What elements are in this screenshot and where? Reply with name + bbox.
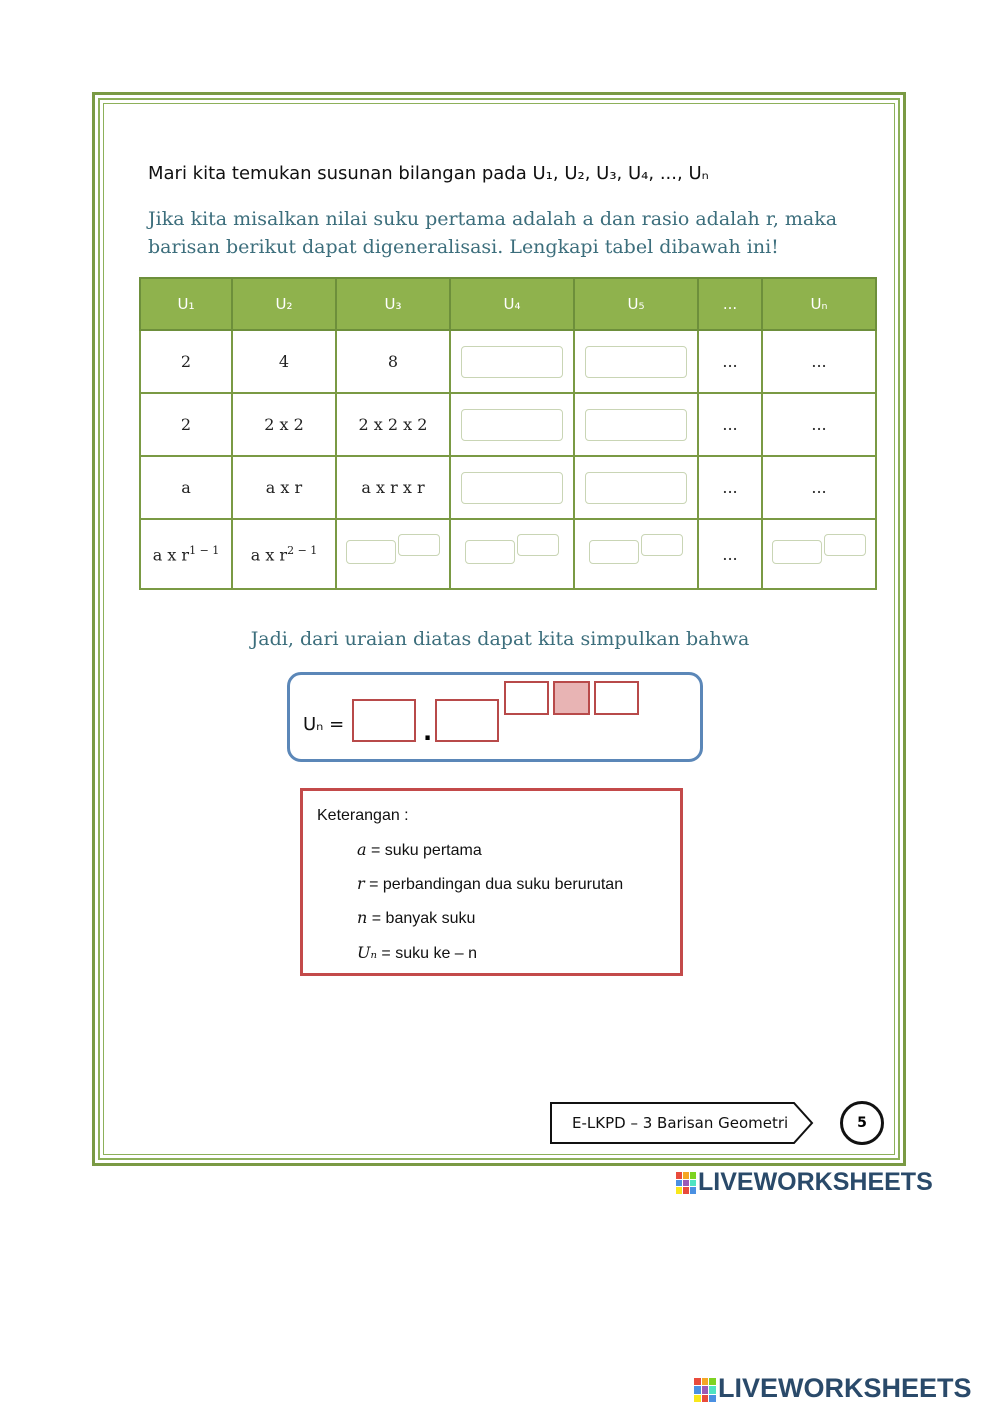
- cell: ...: [698, 456, 762, 519]
- cell: ...: [762, 330, 876, 393]
- cell: 2 x 2 x 2: [336, 393, 450, 456]
- cell: [450, 330, 574, 393]
- footer-label: E-LKPD – 3 Barisan Geometri: [572, 1114, 789, 1132]
- intro-line: Mari kita temukan susunan bilangan pada U₁, U₂, U₃, U₄, ..., Uₙ: [148, 163, 709, 184]
- cell: [574, 456, 698, 519]
- answer-input-r3-u5[interactable]: [585, 472, 687, 504]
- cell: 2 x 2: [232, 393, 336, 456]
- exponent-input-un[interactable]: [824, 534, 866, 556]
- cell: ...: [698, 393, 762, 456]
- answer-input-r3-u4[interactable]: [461, 472, 563, 504]
- header-un: Uₙ: [762, 278, 876, 330]
- formula-exponent-input-1[interactable]: [504, 681, 549, 715]
- header-u3: U₃: [336, 278, 450, 330]
- cell: [450, 519, 574, 589]
- page-number: 5: [840, 1101, 884, 1145]
- cell: [762, 519, 876, 589]
- table-header-row: [140, 278, 876, 330]
- cell: [450, 456, 574, 519]
- cell: a x r x r: [336, 456, 450, 519]
- liveworksheets-logo-icon: [694, 1378, 716, 1402]
- multiply-dot: .: [423, 718, 433, 746]
- footer-label-shape: [550, 1102, 814, 1144]
- header-u5: U₅: [574, 278, 698, 330]
- table-row: [140, 519, 876, 589]
- cell: a x $r^{2 - 1}$: [232, 519, 336, 589]
- cell: ...: [698, 519, 762, 589]
- sequence-table: [139, 277, 877, 590]
- legend-item: a = suku pertama: [357, 840, 482, 859]
- liveworksheets-logo-icon: [676, 1172, 696, 1194]
- brand-wordmark: LIVEWORKSHEETS: [698, 1168, 933, 1196]
- base-input-u5[interactable]: [589, 540, 639, 564]
- legend-box: [300, 788, 683, 976]
- cell: 4: [232, 330, 336, 393]
- cell: [336, 519, 450, 589]
- cell: 2: [140, 393, 232, 456]
- header-u2: U₂: [232, 278, 336, 330]
- base-input-u4[interactable]: [465, 540, 515, 564]
- exponent-input-u4[interactable]: [517, 534, 559, 556]
- table-row: [140, 456, 876, 519]
- cell: 8: [336, 330, 450, 393]
- formula-exponent-input-3[interactable]: [594, 681, 639, 715]
- conclusion-text: Jadi, dari uraian diatas dapat kita simpulkan bahwa: [250, 628, 750, 650]
- exponent-input-u5[interactable]: [641, 534, 683, 556]
- brand-wordmark: LIVEWORKSHEETS: [718, 1373, 972, 1403]
- header-u4: U₄: [450, 278, 574, 330]
- cell: [574, 393, 698, 456]
- cell: 2: [140, 330, 232, 393]
- cell: [450, 393, 574, 456]
- base-input-u3[interactable]: [346, 540, 396, 564]
- table-row: [140, 393, 876, 456]
- base-input-un[interactable]: [772, 540, 822, 564]
- header-ellipsis: ...: [698, 278, 762, 330]
- cell: [574, 519, 698, 589]
- legend-title: Keterangan :: [317, 807, 409, 824]
- cell: ...: [762, 456, 876, 519]
- answer-input-r1-u5[interactable]: [585, 346, 687, 378]
- formula-input-r[interactable]: [435, 699, 499, 742]
- cell: ...: [762, 393, 876, 456]
- legend-item: Uₙ = suku ke – n: [357, 943, 478, 962]
- answer-input-r2-u5[interactable]: [585, 409, 687, 441]
- legend-item: r = perbandingan dua suku berurutan: [357, 874, 624, 893]
- cell: ...: [698, 330, 762, 393]
- cell: a x $r^{1 - 1}$: [140, 519, 232, 589]
- legend-item: n = banyak suku: [357, 908, 476, 927]
- cell: [574, 330, 698, 393]
- table-row: [140, 330, 876, 393]
- answer-input-r2-u4[interactable]: [461, 409, 563, 441]
- answer-input-r1-u4[interactable]: [461, 346, 563, 378]
- header-u1: U₁: [140, 278, 232, 330]
- terms-list: U₁, U₂, U₃, U₄, ..., Uₙ: [532, 163, 709, 184]
- formula-exponent-input-2[interactable]: [553, 681, 590, 715]
- formula-lhs: Uₙ =: [303, 714, 345, 735]
- cell: a x r: [232, 456, 336, 519]
- exponent-input-u3[interactable]: [398, 534, 440, 556]
- formula-input-a[interactable]: [352, 699, 416, 742]
- cell: a: [140, 456, 232, 519]
- instruction-paragraph: Jika kita misalkan nilai suku pertama adalah a dan rasio adalah r, maka barisan berikut dapat digeneralisasi. Lengkapi tabel dibawah ini!: [148, 208, 838, 258]
